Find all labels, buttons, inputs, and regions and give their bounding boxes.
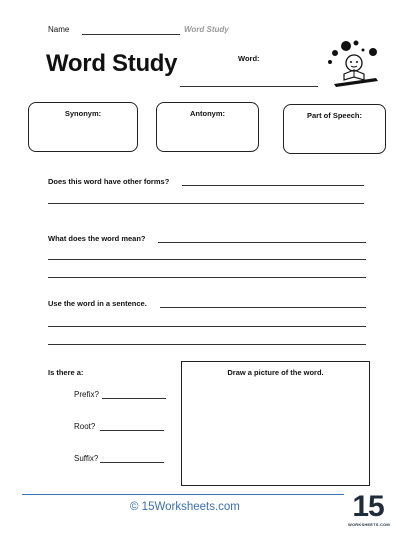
logo-text: WORKSHEETS.COM xyxy=(348,522,390,527)
answer-line[interactable] xyxy=(158,242,366,243)
footer-copyright[interactable]: © 15Worksheets.com xyxy=(130,501,240,513)
word-label: Word: xyxy=(238,54,260,63)
suffix-line[interactable] xyxy=(100,462,164,463)
answer-line[interactable] xyxy=(48,277,366,278)
synonym-box[interactable] xyxy=(28,102,138,152)
question-sentence: Use the word in a sentence. xyxy=(48,299,147,308)
name-line[interactable] xyxy=(82,34,180,35)
answer-line[interactable] xyxy=(48,326,366,327)
site-logo xyxy=(348,492,388,532)
affix-heading: Is there a: xyxy=(48,368,84,377)
root-line[interactable] xyxy=(100,430,164,431)
part-of-speech-label: Part of Speech: xyxy=(306,111,362,120)
answer-line[interactable] xyxy=(182,185,364,186)
antonym-box[interactable] xyxy=(156,102,259,152)
answer-line[interactable] xyxy=(48,203,364,204)
draw-picture-label: Draw a picture of the word. xyxy=(227,368,324,377)
prefix-line[interactable] xyxy=(102,398,166,399)
answer-line[interactable] xyxy=(48,344,366,345)
reading-clipart-icon xyxy=(326,38,384,90)
answer-line[interactable] xyxy=(160,307,366,308)
question-meaning: What does the word mean? xyxy=(48,234,146,243)
draw-picture-box[interactable] xyxy=(181,361,370,486)
logo-number: 15 xyxy=(352,490,384,523)
part-of-speech-box[interactable] xyxy=(283,104,386,154)
antonym-label: Antonym: xyxy=(190,109,225,118)
root-label: Root? xyxy=(74,422,96,431)
page-title: Word Study xyxy=(46,50,178,77)
suffix-label: Suffix? xyxy=(74,454,99,463)
answer-line[interactable] xyxy=(48,259,366,260)
footer-divider xyxy=(22,494,344,495)
question-other-forms: Does this word have other forms? xyxy=(48,177,170,186)
word-line[interactable] xyxy=(180,86,318,87)
header-subtitle: Word Study xyxy=(184,25,229,34)
name-label: Name xyxy=(48,25,70,34)
synonym-label: Synonym: xyxy=(64,109,102,118)
prefix-label: Prefix? xyxy=(74,390,99,399)
